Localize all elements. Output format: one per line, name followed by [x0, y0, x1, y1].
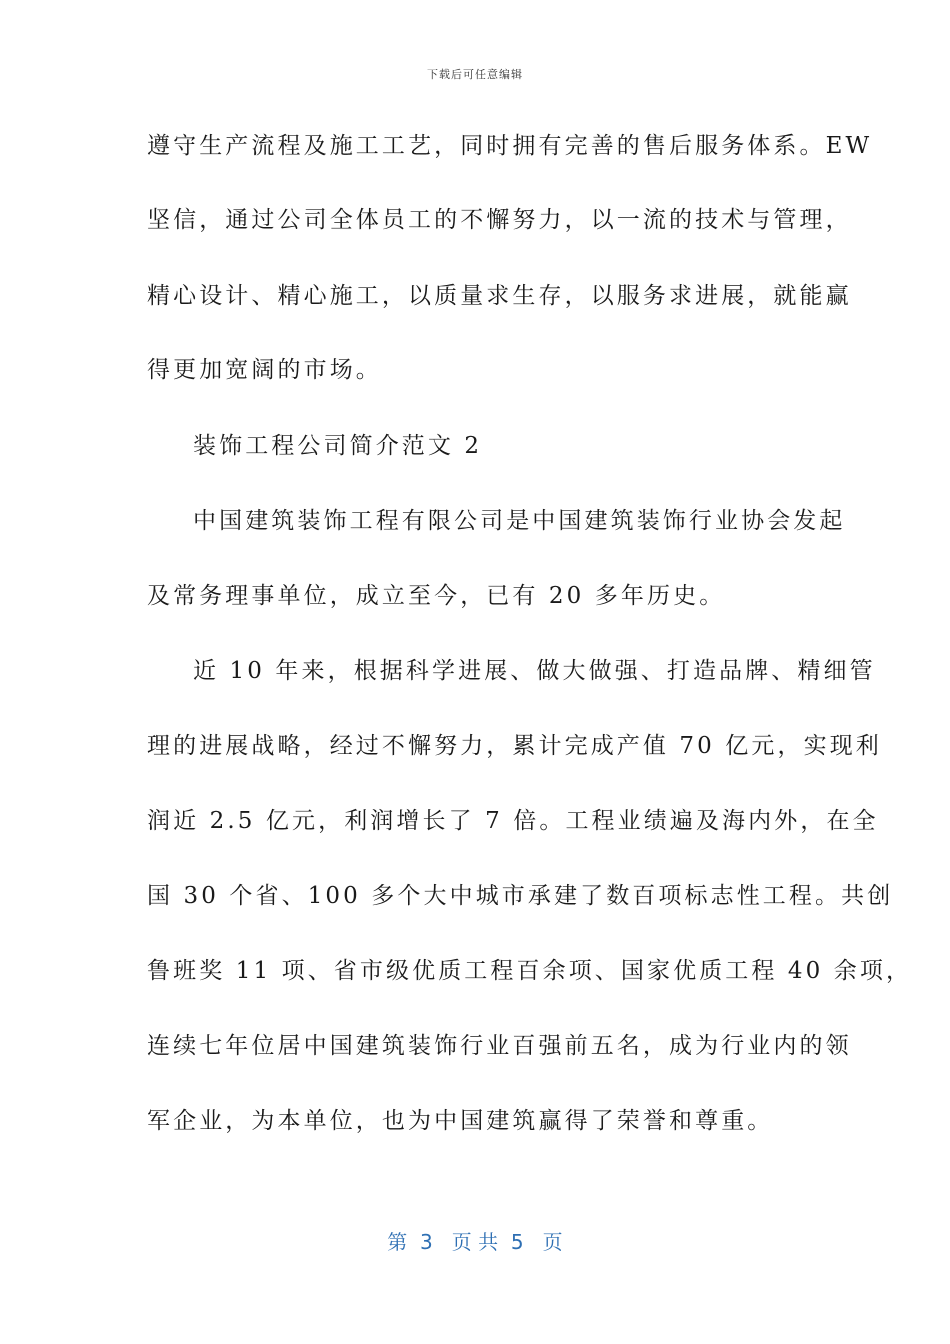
paragraph-line: 国 30 个省、100 多个大中城市承建了数百项标志性工程。共创	[147, 883, 894, 909]
paragraph-line: 润近 2.5 亿元，利润增长了 7 倍。工程业绩遍及海内外，在全	[147, 808, 879, 834]
paragraph-line: 中国建筑装饰工程有限公司是中国建筑装饰行业协会发起	[193, 508, 846, 534]
paragraph-line: 近 10 年来，根据科学进展、做大做强、打造品牌、精细管	[193, 658, 876, 684]
paragraph-line: 坚信，通过公司全体员工的不懈努力，以一流的技术与管理，	[147, 207, 852, 233]
paragraph-line: 精心设计、精心施工，以质量求生存，以服务求进展，就能赢	[147, 283, 852, 309]
header-note: 下载后可任意编辑	[427, 68, 523, 81]
paragraph-line: 连续七年位居中国建筑装饰行业百强前五名，成为行业内的领	[147, 1033, 852, 1059]
page-number: 第 3 页 共 5 页	[387, 1230, 563, 1254]
paragraph-line: 军企业，为本单位，也为中国建筑赢得了荣誉和尊重。	[147, 1108, 774, 1134]
paragraph-line: 遵守生产流程及施工工艺，同时拥有完善的售后服务体系。EW	[147, 133, 873, 159]
paragraph-line: 及常务理事单位，成立至今，已有 20 多年历史。	[147, 583, 726, 609]
section-heading: 装饰工程公司简介范文 2	[193, 433, 483, 459]
paragraph-line: 得更加宽阔的市场。	[147, 357, 382, 383]
paragraph-line: 理的进展战略，经过不懈努力，累计完成产值 70 亿元，实现利	[147, 733, 882, 759]
paragraph-line: 鲁班奖 11 项、省市级优质工程百余项、国家优质工程 40 余项，	[147, 958, 913, 984]
